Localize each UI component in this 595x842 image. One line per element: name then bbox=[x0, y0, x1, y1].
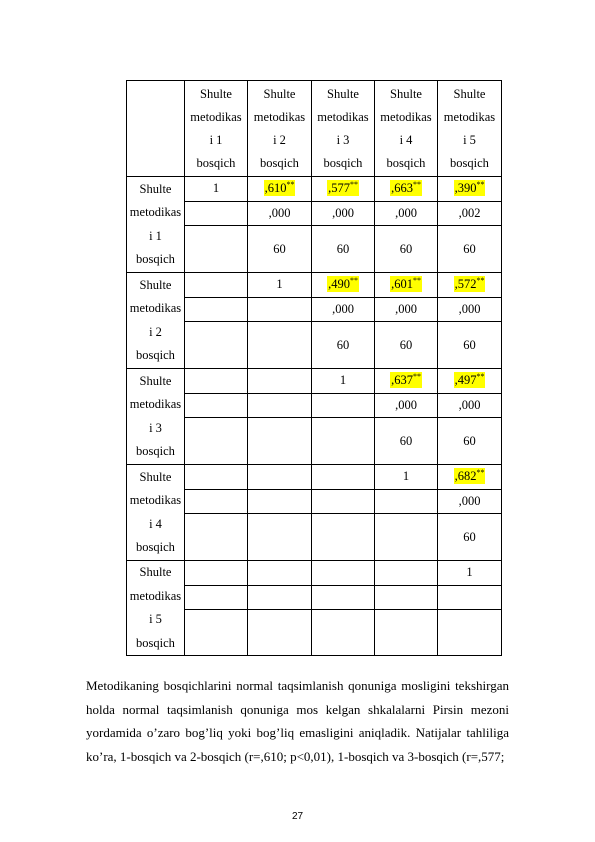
row-header bbox=[127, 561, 185, 656]
row-header-line: Shulte bbox=[139, 181, 172, 196]
table-cell bbox=[248, 177, 312, 202]
table-cell bbox=[438, 561, 502, 586]
table-cell bbox=[185, 489, 248, 514]
correlation-value: ,572 bbox=[454, 277, 477, 291]
column-header bbox=[438, 81, 502, 177]
column-header-line: bosqich bbox=[260, 155, 299, 170]
correlation-value: 1 bbox=[466, 565, 473, 580]
table-cell bbox=[248, 561, 312, 586]
correlation-value: ,497 bbox=[454, 373, 477, 387]
table-cell bbox=[185, 177, 248, 202]
column-header-line: metodikas bbox=[443, 109, 496, 124]
row-header-line: Shulte bbox=[139, 277, 172, 292]
significant-correlation bbox=[454, 468, 486, 484]
table-cell bbox=[438, 489, 502, 514]
significant-correlation bbox=[454, 180, 486, 196]
column-header-line: bosqich bbox=[196, 155, 236, 170]
sample-size: 60 bbox=[399, 434, 413, 448]
table-cell bbox=[312, 514, 375, 561]
significance-value: ,000 bbox=[395, 205, 417, 220]
table-cell bbox=[248, 585, 312, 609]
table-row bbox=[127, 369, 502, 394]
correlation-value: ,663 bbox=[391, 181, 413, 195]
table-cell bbox=[312, 393, 375, 418]
table-cell bbox=[375, 585, 438, 609]
table-cell bbox=[375, 489, 438, 514]
table-cell bbox=[375, 418, 438, 465]
row-header-line: i 5 bbox=[149, 612, 162, 626]
table-cell bbox=[438, 322, 502, 369]
correlation-value: ,490 bbox=[328, 277, 350, 291]
table-cell bbox=[248, 226, 312, 273]
table-cell bbox=[375, 465, 438, 490]
column-header-line: i 4 bbox=[399, 132, 413, 147]
correlation-value: ,637 bbox=[391, 373, 413, 387]
row-header-line: bosqich bbox=[136, 444, 175, 458]
column-header-line: i 2 bbox=[273, 132, 286, 147]
sample-size: 60 bbox=[463, 530, 476, 544]
table-cell bbox=[438, 273, 502, 298]
column-header bbox=[312, 81, 375, 177]
table-cell bbox=[185, 561, 248, 586]
row-header-line: Shulte bbox=[139, 469, 172, 484]
column-header-line: Shulte bbox=[263, 86, 296, 101]
correlation-value: ,577 bbox=[328, 181, 350, 195]
table-cell bbox=[185, 585, 248, 609]
column-header-line: Shulte bbox=[327, 86, 359, 101]
table-row bbox=[127, 273, 502, 298]
table-cell bbox=[438, 465, 502, 490]
table-cell bbox=[248, 418, 312, 465]
column-header-line: metodikas bbox=[253, 109, 306, 124]
correlation-value: ,610 bbox=[264, 181, 287, 195]
sample-size: 60 bbox=[399, 242, 413, 256]
significant-correlation bbox=[327, 180, 359, 196]
significance-mark: ** bbox=[349, 179, 358, 189]
correlation-table bbox=[126, 80, 502, 656]
significant-correlation bbox=[454, 372, 486, 388]
column-header-line: metodikas bbox=[317, 109, 369, 124]
sample-size: 60 bbox=[463, 338, 476, 352]
row-header-line: metodikas bbox=[129, 397, 182, 411]
significance-value: ,000 bbox=[395, 397, 417, 412]
table-cell bbox=[248, 514, 312, 561]
table-cell bbox=[248, 201, 312, 226]
table-cell bbox=[312, 561, 375, 586]
table-cell bbox=[375, 393, 438, 418]
table-cell bbox=[312, 609, 375, 655]
significance-value: ,000 bbox=[458, 301, 481, 316]
significance-value: ,000 bbox=[332, 205, 354, 220]
row-header-line: Shulte bbox=[139, 373, 172, 388]
table-row bbox=[127, 177, 502, 202]
row-header bbox=[127, 465, 185, 561]
significance-value: ,000 bbox=[268, 205, 291, 220]
table-cell bbox=[248, 297, 312, 322]
sample-size: 60 bbox=[463, 242, 476, 256]
table-cell bbox=[312, 273, 375, 298]
row-header-line: bosqich bbox=[136, 635, 175, 650]
table-cell bbox=[438, 201, 502, 226]
row-header-line: bosqich bbox=[136, 348, 175, 362]
column-header-line: metodikas bbox=[380, 109, 432, 124]
column-header bbox=[375, 81, 438, 177]
table-cell bbox=[438, 297, 502, 322]
table-cell bbox=[375, 609, 438, 655]
page-number: 27 bbox=[291, 811, 304, 822]
table-cell bbox=[312, 201, 375, 226]
table-cell bbox=[312, 297, 375, 322]
row-header-line: Shulte bbox=[139, 565, 172, 579]
table-cell bbox=[185, 201, 248, 226]
row-header-line: metodikas bbox=[129, 588, 182, 603]
table-cell bbox=[248, 273, 312, 298]
row-header bbox=[127, 369, 185, 465]
significance-mark: ** bbox=[476, 467, 485, 477]
column-header-line: bosqich bbox=[386, 155, 426, 170]
significance-value: ,000 bbox=[458, 397, 481, 412]
table-cell bbox=[438, 226, 502, 273]
table-cell bbox=[438, 609, 502, 655]
table-header-row bbox=[127, 81, 502, 177]
significance-mark: ** bbox=[476, 371, 485, 381]
table-cell bbox=[375, 273, 438, 298]
table-row bbox=[127, 561, 502, 586]
table-cell bbox=[185, 514, 248, 561]
column-header-line: bosqich bbox=[450, 155, 489, 170]
row-header-line: i 4 bbox=[149, 516, 162, 531]
sample-size: 60 bbox=[336, 338, 350, 352]
significance-mark: ** bbox=[286, 179, 295, 189]
significant-correlation bbox=[264, 180, 296, 196]
significance-mark: ** bbox=[412, 275, 421, 285]
table-cell bbox=[185, 297, 248, 322]
table-cell bbox=[312, 322, 375, 369]
significant-correlation bbox=[390, 372, 422, 388]
table-cell bbox=[375, 514, 438, 561]
significant-correlation bbox=[454, 276, 486, 292]
correlation-value: 1 bbox=[212, 181, 220, 195]
significance-mark: ** bbox=[412, 371, 421, 381]
row-header-line: i 1 bbox=[149, 228, 162, 243]
table-cell bbox=[312, 177, 375, 202]
table-cell bbox=[248, 393, 312, 418]
column-header-line: Shulte bbox=[453, 86, 486, 101]
table-cell bbox=[185, 369, 248, 394]
correlation-value: 1 bbox=[402, 469, 410, 483]
column-header bbox=[185, 81, 248, 177]
table-cell bbox=[185, 418, 248, 465]
correlation-value: 1 bbox=[339, 373, 347, 387]
table-row bbox=[127, 465, 502, 490]
sample-size: 60 bbox=[336, 242, 350, 256]
table-cell bbox=[312, 226, 375, 273]
table-cell bbox=[248, 369, 312, 394]
table-cell bbox=[248, 322, 312, 369]
row-header bbox=[127, 273, 185, 369]
body-paragraph: Metodikaning bosqichlarini normal taqsimlanish qonuniga mosligini tekshirgan holda normal taqsimlanish qonuniga mos kelgan shkalalarni Pirsin mezoni yordamida o’zaro bog’liq yoki bog’liq emasligini aniqladik. Natijalar tahliliga ko’ra, 1-bosqich va 2-bosqich (r=,610; p<0,01), 1-bosqich va 3-bosqich (r=,577; bbox=[86, 678, 509, 764]
table-cell bbox=[438, 514, 502, 561]
table-cell bbox=[248, 465, 312, 490]
table-cell bbox=[312, 585, 375, 609]
table-cell bbox=[438, 369, 502, 394]
significance-value: ,002 bbox=[458, 205, 481, 220]
correlation-value: ,682 bbox=[454, 469, 477, 483]
table-cell bbox=[375, 369, 438, 394]
row-header-line: i 3 bbox=[149, 420, 162, 435]
significance-value: ,000 bbox=[332, 301, 354, 316]
column-header-line: bosqich bbox=[323, 155, 363, 170]
table-cell bbox=[185, 609, 248, 655]
table-cell bbox=[375, 226, 438, 273]
table-cell bbox=[312, 418, 375, 465]
correlation-value: ,601 bbox=[391, 277, 413, 291]
significance-value: ,000 bbox=[458, 493, 481, 508]
correlation-value: ,390 bbox=[454, 181, 477, 195]
table-cell bbox=[185, 226, 248, 273]
table-corner-cell bbox=[127, 81, 185, 177]
column-header-line: i 3 bbox=[336, 132, 350, 147]
significance-mark: ** bbox=[476, 179, 485, 189]
table-cell bbox=[312, 489, 375, 514]
significant-correlation bbox=[390, 180, 422, 196]
table-cell bbox=[185, 273, 248, 298]
table-cell bbox=[438, 418, 502, 465]
significance-mark: ** bbox=[412, 179, 421, 189]
table-cell bbox=[438, 585, 502, 609]
correlation-value: 1 bbox=[276, 277, 283, 291]
table-cell bbox=[185, 322, 248, 369]
significant-correlation bbox=[390, 276, 422, 292]
table-cell bbox=[185, 393, 248, 418]
table-cell bbox=[375, 322, 438, 369]
row-header-line: metodikas bbox=[129, 493, 182, 507]
table-cell bbox=[375, 201, 438, 226]
column-header-line: Shulte bbox=[200, 86, 232, 101]
sample-size: 60 bbox=[273, 242, 286, 256]
column-header bbox=[248, 81, 312, 177]
significance-mark: ** bbox=[476, 275, 485, 285]
row-header-line: bosqich bbox=[136, 540, 175, 554]
table-cell bbox=[438, 177, 502, 202]
column-header-line: i 1 bbox=[209, 132, 223, 147]
significance-value: ,000 bbox=[395, 301, 417, 316]
column-header-line: metodikas bbox=[190, 109, 242, 124]
table-cell bbox=[375, 177, 438, 202]
row-header bbox=[127, 177, 185, 273]
sample-size: 60 bbox=[399, 338, 413, 352]
row-header-line: bosqich bbox=[136, 252, 175, 266]
table-cell bbox=[248, 609, 312, 655]
table-cell bbox=[312, 465, 375, 490]
significant-correlation bbox=[327, 276, 359, 292]
table-cell bbox=[375, 297, 438, 322]
row-header-line: metodikas bbox=[129, 301, 182, 315]
table-cell bbox=[248, 489, 312, 514]
table-cell bbox=[438, 393, 502, 418]
significance-mark: ** bbox=[349, 275, 358, 285]
table-cell bbox=[375, 561, 438, 586]
sample-size: 60 bbox=[463, 434, 476, 448]
table-cell bbox=[312, 369, 375, 394]
column-header-line: i 5 bbox=[463, 132, 476, 147]
row-header-line: metodikas bbox=[129, 205, 182, 219]
column-header-line: Shulte bbox=[390, 86, 422, 101]
row-header-line: i 2 bbox=[149, 324, 162, 339]
table-cell bbox=[185, 465, 248, 490]
